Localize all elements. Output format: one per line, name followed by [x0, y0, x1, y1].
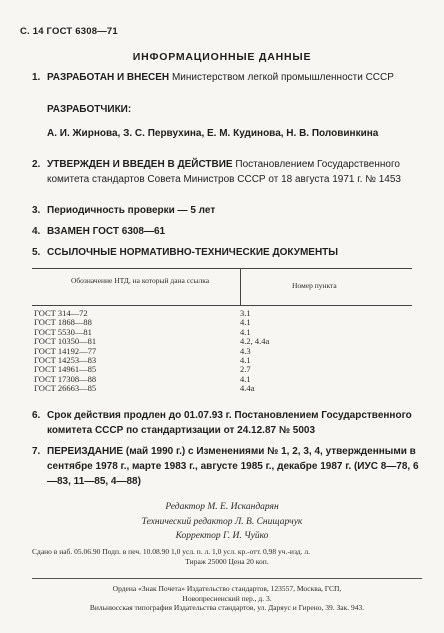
divider	[32, 578, 422, 579]
table-top-rule	[32, 268, 412, 269]
table-cell-document: ГОСТ 10350—81	[34, 336, 97, 347]
section-lead: ПЕРЕИЗДАНИЕ	[47, 446, 124, 457]
footer-line: Новопресненский пер., д. 3.	[182, 593, 272, 603]
developers-list: А. И. Жирнова, З. С. Первухина, Е. М. Кудинова, Н. В. Половинкина	[47, 128, 379, 139]
page-header: С. 14 ГОСТ 6308—71	[20, 26, 118, 37]
table-header-document: Обозначение НТД, на который дана ссылка	[70, 276, 210, 285]
table-cell-document: ГОСТ 26663—85	[34, 383, 97, 394]
section-5	[32, 245, 422, 260]
page-title: ИНФОРМАЦИОННЫЕ ДАННЫЕ	[132, 51, 312, 63]
tech-editor-label: Технический редактор	[141, 516, 233, 527]
table-cell-point: 4.1	[240, 317, 251, 328]
table-cell-point: 4.4а	[240, 383, 255, 394]
publisher-footer	[32, 584, 422, 613]
table-cell-point: 4.3	[240, 345, 251, 356]
table-column-points	[240, 309, 360, 394]
table-cell-point: 2.7	[240, 364, 251, 375]
tech-editor-name: Л. В. Снищарчук	[234, 516, 303, 527]
editor-name: М. Е. Искандарян	[207, 502, 279, 512]
section-1	[32, 70, 422, 85]
corrector-name: Г. И. Чуйко	[223, 531, 269, 541]
section-4	[32, 224, 422, 239]
table-cell-point: 4.2, 4.4а	[240, 336, 270, 347]
table-column-divider	[240, 268, 241, 306]
section-text: Срок действия продлен до 01.07.93 г. Постановлением Государственного комитета СССР по стандартизации от 24.12.87 № 5003	[47, 410, 412, 436]
table-cell-document: ГОСТ 14192—77	[34, 345, 97, 356]
section-2	[32, 157, 422, 187]
corrector-label: Корректор	[175, 531, 221, 541]
editors-block	[0, 500, 444, 544]
table-cell-document: ГОСТ 14253—83	[34, 354, 97, 365]
table-cell-point: 4.1	[240, 354, 251, 365]
footer-line: Вильнюсская типография Издательства стандартов, ул. Даряус и Гирено, 39. Зак. 943.	[89, 603, 365, 612]
table-cell-document: ГОСТ 17308—88	[34, 373, 97, 384]
table-cell-point: 4.1	[240, 373, 251, 384]
section-number: 6.	[32, 410, 41, 421]
table-cell-document: ГОСТ 314—72	[34, 308, 88, 318]
section-lead: РАЗРАБОТАН И ВНЕСЕН	[47, 72, 170, 83]
section-number: 4.	[32, 226, 41, 237]
developers-label: РАЗРАБОТЧИКИ:	[47, 104, 132, 115]
section-6	[32, 408, 422, 438]
section-text: ССЫЛОЧНЫЕ НОРМАТИВНО-ТЕХНИЧЕСКИЕ ДОКУМЕНТЫ	[47, 247, 339, 258]
section-7	[32, 444, 422, 489]
section-number: 2.	[32, 159, 41, 170]
section-number: 7.	[32, 446, 41, 457]
section-text: (май 1990 г.) с Изменениями № 1, 2, 3, 4, утвержденными в сентябре 1978 г., марте 1983 г., августе 1985 г., декабре 1987 г. (ИУС 8—78, 6—83, 11—85, 4—88)	[47, 446, 419, 487]
table-header-rule	[32, 305, 412, 306]
section-text: ВЗАМЕН ГОСТ 6308—61	[47, 226, 166, 237]
section-text: Постановлением Государственного комитета стандартов Совета Министров СССР от 18 августа 1971 г. № 1453	[47, 159, 401, 185]
table-header-point: Номер пункта	[292, 281, 337, 290]
imprint-line: Тираж 25000 Цена 20 коп.	[185, 556, 269, 566]
table-cell-document: ГОСТ 1868—88	[34, 317, 92, 328]
imprint-line: Сдано в наб. 05.06.90 Подп. в печ. 10.08.90 1,0 усл. п. л. 1,0 усл. кр.-отт. 0,98 уч.-изд. л.	[32, 547, 310, 556]
table-cell-point: 4.1	[240, 326, 251, 337]
section-lead: УТВЕРЖДЕН И ВВЕДЕН В ДЕЙСТВИЕ	[47, 159, 233, 170]
imprint-block	[32, 547, 422, 566]
table-cell-document: ГОСТ 14961—85	[34, 364, 97, 375]
section-number: 5.	[32, 247, 41, 258]
section-text: Периодичность проверки — 5 лет	[47, 205, 216, 216]
section-number: 3.	[32, 205, 41, 216]
editor-label: Редактор	[165, 502, 206, 512]
footer-line: Ордена «Знак Почета» Издательство стандартов, 123557, Москва, ГСП,	[112, 584, 342, 593]
table-column-documents	[34, 309, 254, 394]
table-cell-document: ГОСТ 5530—81	[34, 326, 92, 337]
table-cell-point: 3.1	[240, 308, 251, 318]
section-number: 1.	[32, 72, 41, 83]
section-3	[32, 203, 422, 218]
reference-table	[32, 268, 412, 398]
section-text: Министерством легкой промышленности СССР	[171, 72, 394, 83]
